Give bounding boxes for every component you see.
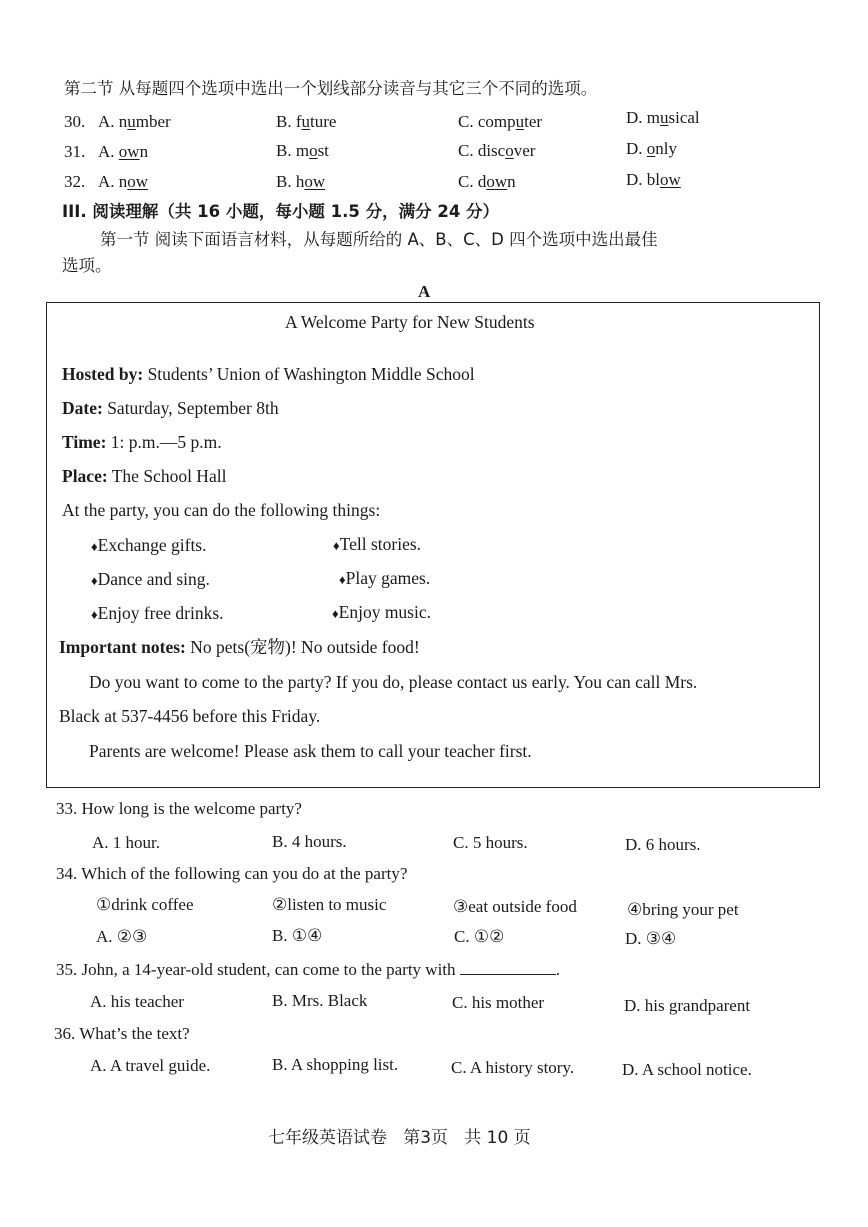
date-value: Saturday, September 8th xyxy=(102,398,279,418)
bullet-icon: ♦ xyxy=(91,607,98,622)
activity-item: ♦Enjoy free drinks. xyxy=(91,603,224,623)
option: C. discover xyxy=(458,141,536,160)
question-stem: 35. John, a 14-year-old student, can come to the party with . xyxy=(56,960,561,979)
option: C. 5 hours. xyxy=(453,833,528,852)
option: C. down xyxy=(458,172,516,191)
part3-instruction: 第一节 阅读下面语言材料，从每题所给的 A、B、C、D 四个选项中选出最佳 xyxy=(100,230,658,249)
parents-line: Parents are welcome! Please ask them to call your teacher first. xyxy=(89,741,532,761)
question-number: 32. xyxy=(64,172,86,191)
option: B. A shopping list. xyxy=(272,1055,399,1074)
place-value: The School Hall xyxy=(107,466,227,486)
place-label: Place: xyxy=(62,466,108,486)
hosted-by xyxy=(62,363,475,385)
bullet-icon: ♦ xyxy=(91,539,98,554)
option: D. blow xyxy=(626,170,681,189)
option: D. only xyxy=(626,139,678,158)
page-footer: 七年级英语试卷 第3页 共 10 页 xyxy=(268,1128,531,1148)
activity-item: ♦Enjoy music. xyxy=(332,602,431,622)
bullet-icon: ♦ xyxy=(333,538,340,553)
bullet-icon: ♦ xyxy=(332,606,339,621)
activity-item: ♦Exchange gifts. xyxy=(91,535,207,555)
option: C. his mother xyxy=(452,993,545,1012)
option: B. ①④ xyxy=(272,926,323,945)
option: B. how xyxy=(276,172,326,191)
choice-item: ①drink coffee xyxy=(96,895,194,914)
activity-item: ♦Play games. xyxy=(339,568,431,588)
option: D. ③④ xyxy=(625,929,677,948)
time xyxy=(62,431,222,453)
part3-heading: III. 阅读理解（共 16 小题，每小题 1.5 分，满分 24 分） xyxy=(62,202,500,221)
option: D. 6 hours. xyxy=(625,835,701,854)
question-stem: 34. Which of the following can you do at the party? xyxy=(56,864,408,883)
bullet-icon: ♦ xyxy=(339,572,346,587)
option: B. most xyxy=(276,141,329,160)
option: B. future xyxy=(276,112,337,131)
important-notes xyxy=(59,636,420,658)
question-number: 31. xyxy=(64,142,86,161)
hosted-label: Hosted by: xyxy=(62,364,144,384)
date-label: Date: xyxy=(62,398,103,418)
option: D. A school notice. xyxy=(622,1060,752,1079)
option: D. his grandparent xyxy=(624,996,751,1015)
part3-instruction-cont: 选项。 xyxy=(62,256,112,275)
option: D. musical xyxy=(626,108,700,127)
option: A. own xyxy=(98,142,149,161)
option: A. now xyxy=(98,172,149,191)
date xyxy=(62,397,279,419)
option: A. ②③ xyxy=(96,927,148,946)
question-number: 30. xyxy=(64,112,86,131)
choice-item: ②listen to music xyxy=(272,895,387,914)
option: A. number xyxy=(98,112,171,131)
option: C. ①② xyxy=(454,927,505,946)
option: A. 1 hour. xyxy=(92,833,160,852)
hosted-value: Students’ Union of Washington Middle School xyxy=(143,364,475,384)
option: B. 4 hours. xyxy=(272,832,347,851)
bullet-icon: ♦ xyxy=(91,573,98,588)
option: A. A travel guide. xyxy=(90,1056,211,1075)
section2-heading: 第二节 从每题四个选项中选出一个划线部分读音与其它三个不同的选项。 xyxy=(64,79,598,98)
activity-item: ♦Tell stories. xyxy=(333,534,422,554)
notice-title: A Welcome Party for New Students xyxy=(285,312,535,332)
notes-value: No pets(宠物)! No outside food! xyxy=(185,637,420,657)
choice-item: ③eat outside food xyxy=(453,897,577,916)
contact-line: Do you want to come to the party? If you do, please contact us early. You can call Mrs. xyxy=(89,672,698,692)
passage-letter: A xyxy=(418,282,431,301)
activities-intro: At the party, you can do the following things: xyxy=(62,500,381,520)
question-stem: 36. What’s the text? xyxy=(54,1024,190,1043)
activity-item: ♦Dance and sing. xyxy=(91,569,210,589)
time-value: 1: p.m.—5 p.m. xyxy=(106,432,222,452)
notice-box xyxy=(46,302,820,788)
contact-line-cont: Black at 537-4456 before this Friday. xyxy=(59,706,321,726)
notes-label: Important notes: xyxy=(59,637,186,657)
option: B. Mrs. Black xyxy=(272,991,368,1010)
choice-item: ④bring your pet xyxy=(627,900,739,919)
option: C. A history story. xyxy=(451,1058,575,1077)
place xyxy=(62,465,226,487)
question-stem: 33. How long is the welcome party? xyxy=(56,799,302,818)
answer-blank xyxy=(460,958,556,975)
option: C. computer xyxy=(458,112,543,131)
option: A. his teacher xyxy=(90,992,184,1011)
time-label: Time: xyxy=(62,432,107,452)
